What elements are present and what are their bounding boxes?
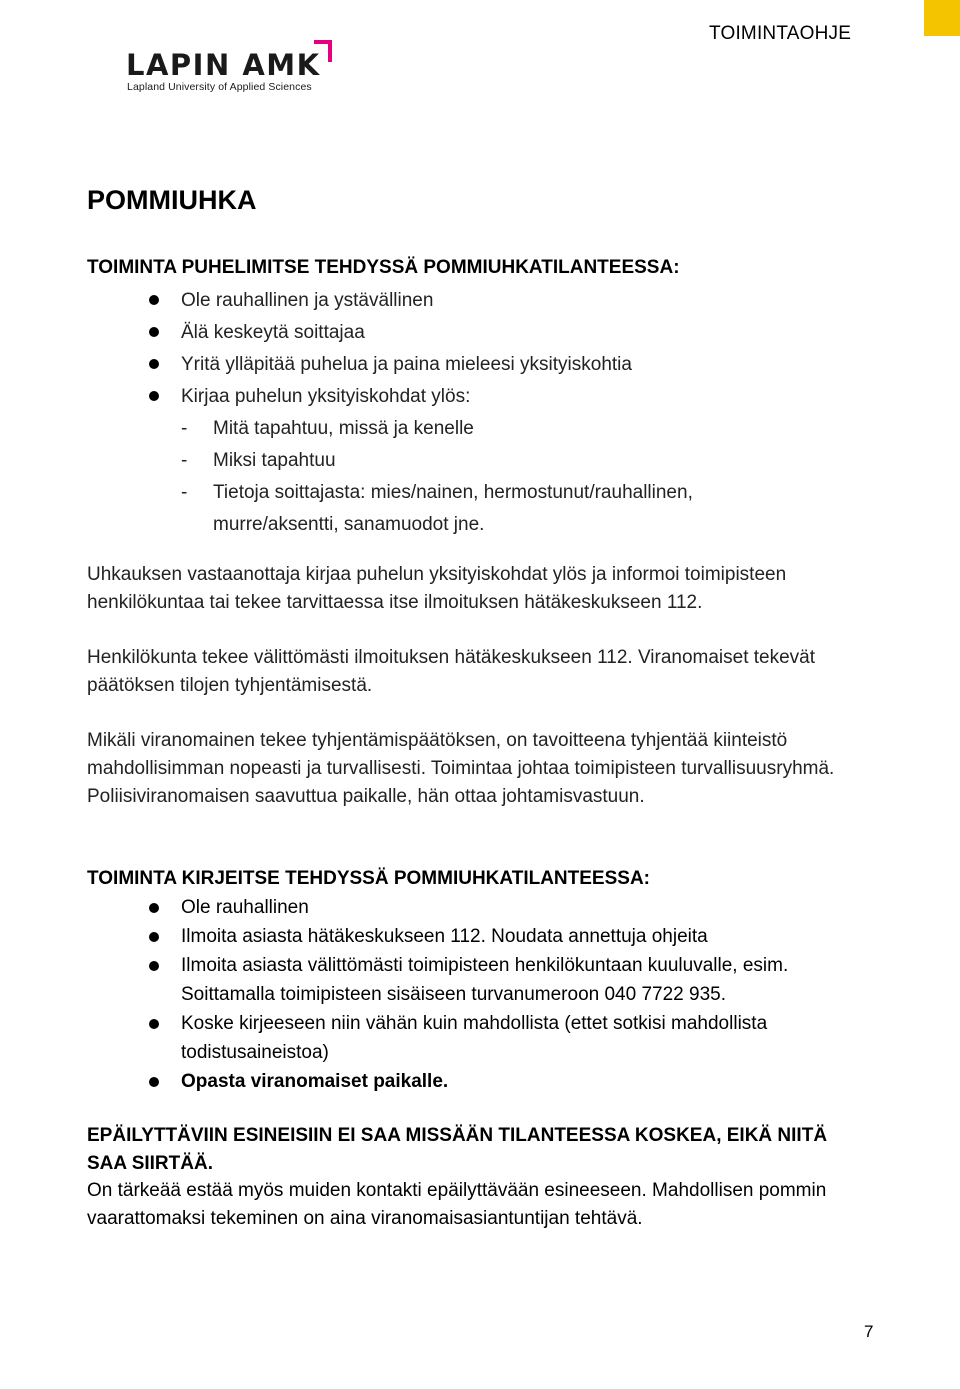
paragraph-staff: Henkilökunta tekee välittömästi ilmoituksen hätäkeskukseen 112. Viranomaiset tekevät päätöksen tilojen tyhjentämisestä. [87, 647, 816, 696]
sublist-item: - Tietoja soittajasta: mies/nainen, hermostunut/rauhallinen, murre/aksentti, sanamuodot jne. [181, 482, 693, 535]
section1-heading: TOIMINTA PUHELIMITSE TEHDYSSÄ POMMIUHKATILANTEESSA: [87, 257, 680, 278]
logo-subtitle: Lapland University of Applied Sciences [127, 81, 312, 93]
bullet-icon [149, 295, 159, 305]
section2-heading: TOIMINTA KIRJEITSE TEHDYSSÄ POMMIUHKATILANTEESSA: [87, 868, 650, 889]
list-item: Ole rauhallinen [87, 893, 851, 922]
list-item: Yritä ylläpitää puhelua ja paina mieleesi yksityiskohtia [87, 349, 773, 381]
list-item: Koske kirjeeseen niin vähän kuin mahdollista (ettet sotkisi mahdollista todistusaineistoa) [87, 1009, 851, 1067]
call-details-sublist [181, 413, 773, 541]
corner-accent [924, 0, 960, 36]
bullet-icon [149, 932, 159, 942]
lapin-amk-logo [126, 40, 336, 96]
bullet-icon [149, 961, 159, 971]
list-item: Ole rauhallinen ja ystävällinen [87, 285, 773, 317]
bullet-icon [149, 327, 159, 337]
page-title: POMMIUHKA [87, 185, 257, 215]
bullet-icon [149, 1019, 159, 1029]
list-item: Opasta viranomaiset paikalle. [87, 1067, 851, 1096]
bullet-icon [149, 391, 159, 401]
list-item: Ilmoita asiasta hätäkeskukseen 112. Noudata annettuja ohjeita [87, 922, 851, 951]
warning-heading: EPÄILYTTÄVIIN ESINEISIIN EI SAA MISSÄÄN TILANTEESSA KOSKEA, EIKÄ NIITÄ SAA SIIRTÄÄ. [87, 1125, 828, 1174]
list-item: Älä keskeytä soittajaa [87, 317, 773, 349]
paragraph-recipient: Uhkauksen vastaanottaja kirjaa puhelun yksityiskohdat ylös ja informoi toimipisteen henkilökuntaa tai tekee tarvittaessa itse ilmoituksen hätäkeskukseen 112. [87, 564, 787, 613]
bullet-icon [149, 359, 159, 369]
bullet-icon [149, 903, 159, 913]
logo-bracket-mark [314, 40, 332, 62]
list-item: Kirjaa puhelun yksityiskohdat ylös: - Mitä tapahtuu, missä ja kenelle - Miksi tapahtuu - Tietoja soittajasta: mies/nainen, hermostunut/rauhallinen, murre/aksentti, sanamuodot jne. [87, 381, 773, 541]
page-number: 7 [864, 1322, 874, 1341]
paragraph-evacuation: Mikäli viranomainen tekee tyhjentämispäätöksen, on tavoitteena tyhjentää kiinteistö mahdollisimman nopeasti ja turvallisesti. Toimintaa johtaa toimipisteen turvallisuusryhmä. Poliisiviranomaisen saavuttua paikalle, hän ottaa johtamisvastuun. [87, 730, 835, 807]
warning-text: On tärkeää estää myös muiden kontakti epäilyttävään esineeseen. Mahdollisen pommin vaarattomaksi tekeminen on aina viranomaisasiantuntijan tehtävä. [87, 1180, 827, 1229]
logo-name: LAPIN AMK [126, 48, 321, 82]
sublist-item: - Miksi tapahtuu [181, 450, 336, 471]
letter-threat-list [87, 893, 851, 1096]
bullet-icon [149, 1077, 159, 1087]
document-type-label: TOIMINTAOHJE [709, 23, 852, 44]
phone-threat-list [87, 285, 773, 541]
list-item: Ilmoita asiasta välittömästi toimipisteen henkilökuntaan kuuluvalle, esim. Soittamalla toimipisteen sisäiseen turvanumeroon 040 7722 935. [87, 951, 851, 1009]
sublist-item: - Mitä tapahtuu, missä ja kenelle [181, 418, 474, 439]
